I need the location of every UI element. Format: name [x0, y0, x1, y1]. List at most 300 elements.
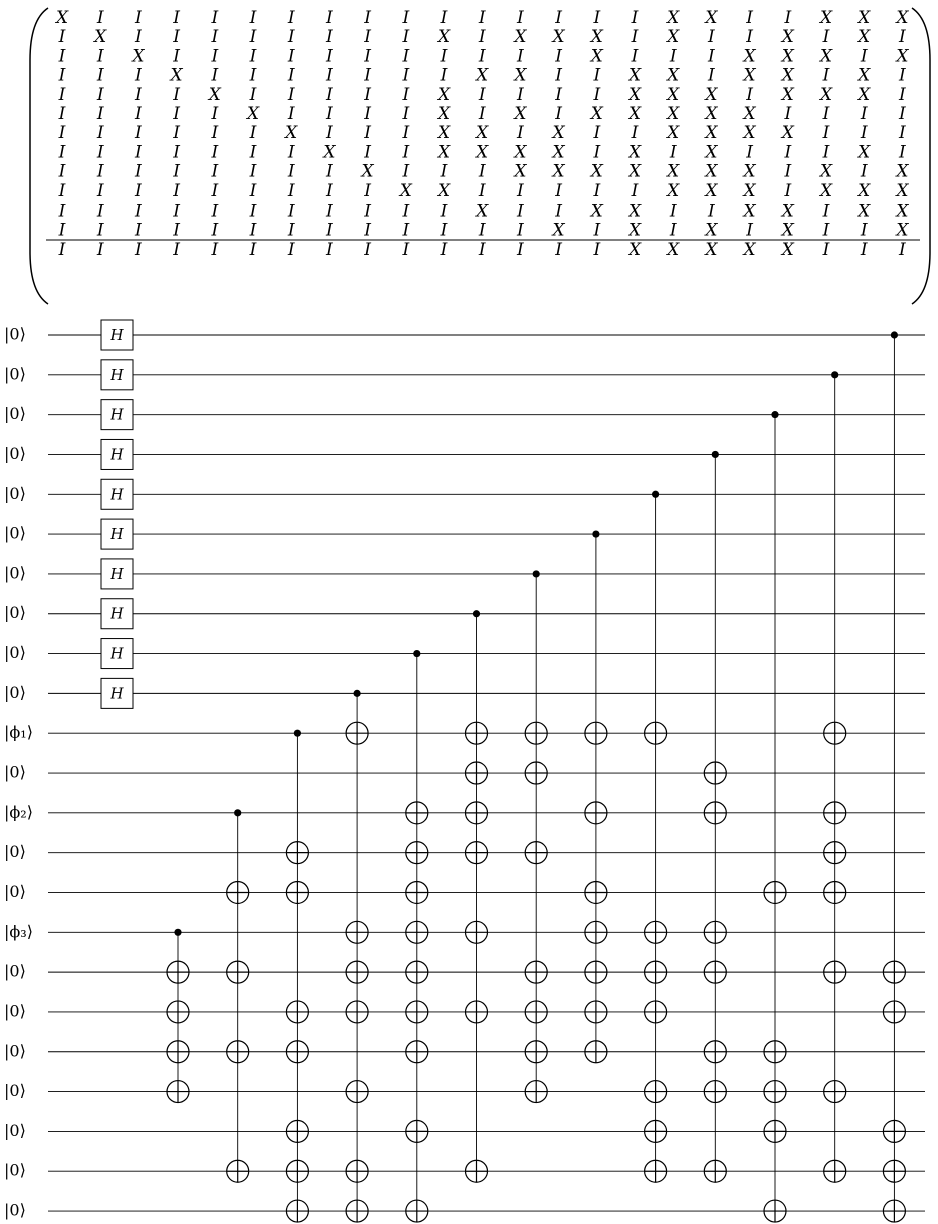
matrix-entry: I [746, 142, 753, 163]
matrix-entry: I [96, 161, 104, 182]
matrix-entry: X [705, 8, 718, 28]
matrix-entry: I [326, 8, 333, 28]
cnot-target [406, 1001, 428, 1023]
cnot-target [704, 1081, 726, 1103]
cnot-target [466, 762, 488, 784]
cnot-target [824, 802, 846, 824]
cnot-target [585, 802, 607, 824]
matrix-entry: I [899, 239, 906, 260]
matrix-entry: X [514, 27, 527, 48]
cnot-target [466, 1001, 488, 1023]
matrix-entry: I [669, 142, 677, 163]
cnot-target [406, 802, 428, 824]
matrix-entry: I [287, 220, 295, 241]
wire-label: |0⟩ [4, 1120, 26, 1140]
cnot-target [346, 1200, 368, 1222]
matrix-entry: I [669, 201, 677, 222]
matrix-entry: X [132, 46, 145, 67]
matrix-entry: X [552, 27, 565, 48]
cnot-target [406, 1120, 428, 1142]
matrix-entry: I [440, 65, 448, 86]
matrix-entry: X [476, 142, 489, 163]
cnot-target [645, 1081, 667, 1103]
matrix-entry: I [135, 27, 142, 48]
matrix-entry: I [440, 46, 448, 67]
matrix-entry: I [478, 180, 486, 201]
cnot-target [764, 1120, 786, 1142]
cnot-target [406, 881, 428, 903]
wire-label: |0⟩ [4, 1041, 26, 1061]
matrix-entry: I [58, 27, 66, 48]
cnot-target [406, 1200, 428, 1222]
matrix-entry: I [440, 8, 448, 28]
matrix-entry: I [364, 220, 371, 241]
matrix-entry: I [135, 239, 142, 260]
matrix-entry: I [249, 46, 257, 67]
matrix-entry: I [287, 8, 295, 28]
cnot-target [883, 1200, 905, 1222]
matrix-entry: I [135, 180, 142, 201]
matrix-entry: X [667, 8, 680, 28]
cnot-target [824, 842, 846, 864]
matrix-entry: I [822, 27, 830, 48]
cnot-target [406, 921, 428, 943]
cnot-target [824, 722, 846, 744]
matrix-entry: X [743, 104, 756, 124]
matrix-entry: I [287, 161, 295, 182]
matrix-entry: I [440, 239, 448, 260]
cnot-target [645, 961, 667, 983]
control-dot [592, 531, 599, 538]
matrix-entry: X [476, 65, 489, 86]
matrix-entry: X [590, 46, 603, 67]
matrix-entry: I [135, 201, 142, 222]
matrix-entry: I [517, 8, 524, 28]
hadamard-gate [101, 639, 133, 669]
matrix-entry: X [896, 8, 909, 28]
cnot-target [286, 881, 308, 903]
matrix-entry: I [96, 201, 104, 222]
hadamard-gate [101, 360, 133, 390]
control-dot [174, 929, 181, 936]
quantum-circuit [4, 320, 925, 1222]
matrix-entry: I [899, 142, 906, 163]
matrix-entry: X [246, 104, 260, 124]
wire-label: |0⟩ [4, 483, 26, 503]
matrix-entry: X [628, 239, 642, 260]
cnot-target [883, 1120, 905, 1142]
matrix-entry: I [249, 239, 257, 260]
matrix-entry: I [249, 123, 257, 144]
matrix-entry: X [858, 27, 871, 48]
cnot-target [466, 722, 488, 744]
matrix-entry: I [402, 104, 410, 124]
matrix-entry: X [514, 104, 527, 124]
matrix-entry: I [173, 142, 180, 163]
matrix-entry: I [708, 65, 715, 86]
matrix-entry: I [287, 27, 295, 48]
matrix-entry: I [440, 161, 448, 182]
matrix-entry: I [555, 104, 562, 124]
matrix-entry: I [287, 65, 295, 86]
matrix-entry: I [96, 104, 104, 124]
hadamard-gate [101, 439, 133, 469]
matrix-entry: I [58, 65, 66, 86]
matrix-entry: X [667, 27, 680, 48]
wire-label: |0⟩ [4, 1081, 26, 1101]
matrix-entry: X [743, 201, 756, 222]
cnot-target [883, 961, 905, 983]
matrix-entry: I [478, 27, 486, 48]
matrix-entry: I [555, 180, 562, 201]
matrix-entry: I [249, 8, 257, 28]
cnot-target [824, 1160, 846, 1182]
matrix-entry: I [364, 239, 371, 260]
matrix-entry: I [784, 104, 792, 124]
matrix-entry: I [96, 123, 104, 144]
matrix-entry: X [705, 180, 718, 201]
cnot-target [525, 722, 547, 744]
matrix-entry: I [555, 239, 562, 260]
hadamard-gate [101, 320, 133, 350]
matrix-entry: I [364, 180, 371, 201]
matrix-entry: X [743, 65, 756, 86]
cnot-target [167, 1041, 189, 1063]
svg-text:H: H [110, 604, 124, 623]
matrix-entry: I [899, 123, 906, 144]
matrix-entry: I [517, 180, 524, 201]
matrix-entry: I [249, 142, 257, 163]
cnot-target [704, 1041, 726, 1063]
cnot-target [824, 1081, 846, 1103]
matrix-entry: I [669, 46, 677, 67]
matrix-entry: I [746, 27, 753, 48]
matrix-entry: I [478, 220, 486, 241]
matrix-entry: X [781, 123, 794, 144]
matrix-entry: I [249, 84, 257, 105]
matrix-entry: I [631, 180, 639, 201]
matrix-entry: X [667, 123, 680, 144]
matrix-entry: X [667, 180, 680, 201]
wire-label: |0⟩ [4, 1160, 26, 1180]
matrix-entry: X [781, 201, 794, 222]
matrix-entry: I [555, 46, 562, 67]
matrix-entry: I [211, 8, 219, 28]
matrix-entry: X [705, 239, 718, 260]
svg-text:H: H [110, 405, 124, 424]
matrix-entry: I [326, 104, 333, 124]
control-dot [712, 451, 719, 458]
matrix-entry: X [437, 27, 451, 48]
cnot-target [525, 1001, 547, 1023]
matrix-entry: X [628, 142, 642, 163]
cnot-target [167, 961, 189, 983]
matrix-entry: I [555, 201, 562, 222]
matrix-entry: I [173, 123, 180, 144]
matrix-entry: I [96, 8, 104, 28]
cnot-target [704, 1160, 726, 1182]
matrix-entry: I [173, 84, 180, 105]
wire-label: |ϕ₁⟩ [4, 722, 33, 742]
matrix-entry: I [58, 84, 66, 105]
matrix-entry: I [96, 239, 104, 260]
matrix-entry: I [402, 201, 410, 222]
matrix-entry: I [478, 161, 486, 182]
hadamard-gate [101, 519, 133, 549]
matrix-entry: X [399, 180, 412, 201]
matrix-entry: X [514, 161, 527, 182]
control-dot [533, 570, 540, 577]
matrix-entry: X [781, 46, 794, 67]
matrix-entry: I [173, 239, 180, 260]
cnot-target [824, 961, 846, 983]
matrix-entry: I [899, 65, 906, 86]
matrix-entry: I [517, 123, 524, 144]
cnot-target [227, 881, 249, 903]
control-dot [413, 650, 420, 657]
matrix-entry: I [364, 27, 371, 48]
matrix-entry: X [705, 220, 718, 241]
matrix-entry: I [517, 46, 524, 67]
matrix-entry: I [669, 220, 677, 241]
matrix-entry: I [96, 142, 104, 163]
matrix-entry: I [135, 84, 142, 105]
matrix-entry: I [211, 123, 219, 144]
matrix-entry: X [896, 180, 909, 201]
control-dot [891, 331, 898, 338]
matrix-entry: I [860, 46, 868, 67]
matrix-entry: I [517, 220, 524, 241]
matrix-entry: I [402, 123, 410, 144]
control-dot [831, 371, 838, 378]
matrix-entry: I [135, 65, 142, 86]
matrix-entry: I [860, 104, 868, 124]
matrix-entry: I [593, 8, 601, 28]
matrix-entry: I [440, 220, 448, 241]
cnot-target [286, 1120, 308, 1142]
matrix-entry: I [287, 104, 295, 124]
cnot-target [585, 961, 607, 983]
matrix-entry: I [135, 8, 142, 28]
cnot-target [227, 1041, 249, 1063]
matrix-entry: I [517, 239, 524, 260]
cnot-target [883, 1160, 905, 1182]
matrix-entry: X [705, 123, 718, 144]
cnot-target [406, 842, 428, 864]
matrix-entry: X [628, 65, 642, 86]
matrix-entry: X [552, 161, 565, 182]
matrix-entry: X [628, 161, 642, 182]
matrix-entry: I [784, 8, 792, 28]
matrix-entry: I [326, 65, 333, 86]
matrix-entry: I [211, 180, 219, 201]
hadamard-gate [101, 400, 133, 430]
matrix-entry: X [819, 8, 833, 28]
matrix-entry: I [249, 27, 257, 48]
cnot-target [585, 1001, 607, 1023]
matrix-entry: X [743, 239, 756, 260]
matrix-entry: I [784, 142, 792, 163]
matrix-entry: I [555, 65, 562, 86]
wire-label: |0⟩ [4, 443, 26, 463]
wire-label: |0⟩ [4, 603, 26, 623]
matrix-entry: X [743, 123, 756, 144]
matrix-entry: I [364, 65, 371, 86]
matrix-entry: I [478, 46, 486, 67]
wire-label: |0⟩ [4, 563, 26, 583]
matrix-entry: I [822, 239, 830, 260]
matrix-entry: I [135, 161, 142, 182]
matrix-entry: I [402, 8, 410, 28]
matrix-entry: I [135, 104, 142, 124]
wire-label: |0⟩ [4, 682, 26, 702]
matrix-entry: X [361, 161, 374, 182]
matrix-entry: X [896, 220, 909, 241]
matrix-entry: I [287, 142, 295, 163]
matrix-entry: I [708, 27, 715, 48]
matrix-entry: I [249, 65, 257, 86]
matrix-entry: I [402, 27, 410, 48]
matrix-entry: X [590, 27, 603, 48]
matrix-entry: X [781, 239, 794, 260]
wire-label: |0⟩ [4, 1001, 26, 1021]
matrix-entry: X [819, 180, 833, 201]
svg-text:H: H [110, 445, 124, 464]
matrix-entry: I [631, 8, 639, 28]
matrix-entry: I [96, 65, 104, 86]
matrix-entry: X [896, 46, 909, 67]
matrix-entry: I [631, 46, 639, 67]
stabilizer-matrix [30, 8, 930, 304]
matrix-entry: X [590, 161, 603, 182]
hadamard-gate [101, 678, 133, 708]
matrix-entry: I [402, 84, 410, 105]
matrix-entry: X [55, 8, 69, 28]
matrix-entry: X [514, 65, 527, 86]
svg-text:H: H [110, 326, 124, 344]
matrix-entry: I [58, 142, 66, 163]
matrix-entry: X [858, 201, 871, 222]
matrix-entry: X [819, 84, 833, 105]
matrix-entry: X [437, 142, 451, 163]
matrix-entry: I [478, 84, 486, 105]
matrix-entry: I [593, 65, 601, 86]
wire-label: |0⟩ [4, 523, 26, 543]
control-dot [234, 809, 241, 816]
wire-label: |0⟩ [4, 364, 26, 384]
svg-text:H: H [110, 365, 124, 384]
matrix-entry: I [860, 161, 868, 182]
matrix-entry: X [628, 201, 642, 222]
cnot-target [645, 1120, 667, 1142]
matrix-entry: I [211, 142, 219, 163]
matrix-entry: X [781, 220, 794, 241]
matrix-entry: I [326, 46, 333, 67]
matrix-entry: I [211, 201, 219, 222]
matrix-entry: X [667, 161, 680, 182]
matrix-entry: I [326, 123, 333, 144]
matrix-entry: I [211, 27, 219, 48]
cnot-target [346, 1160, 368, 1182]
wire-label: |0⟩ [4, 1200, 26, 1220]
matrix-entry: I [58, 123, 66, 144]
matrix-entry: X [743, 161, 756, 182]
matrix-entry: X [896, 161, 909, 182]
matrix-entry: I [287, 239, 295, 260]
matrix-entry: I [326, 201, 333, 222]
svg-text:H: H [110, 485, 124, 504]
matrix-entry: X [781, 84, 794, 105]
matrix-entry: I [822, 65, 830, 86]
matrix-entry: I [593, 180, 601, 201]
cnot-target [167, 1001, 189, 1023]
matrix-entry: I [364, 84, 371, 105]
matrix-entry: I [593, 220, 601, 241]
matrix-entry: I [135, 123, 142, 144]
matrix-entry: I [211, 65, 219, 86]
svg-text:H: H [110, 644, 124, 663]
matrix-entry: I [287, 201, 295, 222]
matrix-entry: I [402, 65, 410, 86]
matrix-entry: I [517, 201, 524, 222]
matrix-entry: I [402, 220, 410, 241]
cnot-target [406, 961, 428, 983]
cnot-target [585, 722, 607, 744]
matrix-entry: I [860, 239, 868, 260]
cnot-target [167, 1081, 189, 1103]
cnot-target [346, 921, 368, 943]
matrix-entry: I [899, 104, 906, 124]
matrix-entry: I [96, 180, 104, 201]
matrix-entry: X [628, 220, 642, 241]
cnot-target [406, 1041, 428, 1063]
matrix-entry: X [667, 65, 680, 86]
wire-label: |0⟩ [4, 842, 26, 862]
matrix-entry: I [326, 239, 333, 260]
matrix-entry: I [173, 161, 180, 182]
matrix-entry: I [96, 46, 104, 67]
matrix-entry: X [476, 123, 489, 144]
cnot-target [346, 722, 368, 744]
cnot-target [883, 1001, 905, 1023]
matrix-right-bracket [912, 8, 930, 304]
matrix-entry: X [667, 239, 680, 260]
matrix-entry: X [94, 27, 107, 48]
wire-label: |0⟩ [4, 881, 26, 901]
cnot-target [286, 1160, 308, 1182]
matrix-entry: X [628, 84, 642, 105]
matrix-entry: I [364, 46, 371, 67]
cnot-target [645, 1160, 667, 1182]
matrix-entry: I [58, 180, 66, 201]
wire-label: |0⟩ [4, 762, 26, 782]
matrix-entry: I [402, 161, 410, 182]
matrix-entry: I [402, 46, 410, 67]
matrix-entry: X [170, 65, 183, 86]
matrix-entry: I [402, 142, 410, 163]
matrix-entry: X [552, 142, 565, 163]
matrix-entry: X [858, 142, 871, 163]
matrix-entry: I [822, 220, 830, 241]
matrix-entry: I [58, 161, 66, 182]
matrix-entry: I [402, 239, 410, 260]
control-dot [652, 491, 659, 498]
matrix-entry: I [58, 239, 66, 260]
cnot-target [764, 1200, 786, 1222]
matrix-entry: X [705, 84, 718, 105]
matrix-entry: X [858, 65, 871, 86]
hadamard-gate [101, 479, 133, 509]
